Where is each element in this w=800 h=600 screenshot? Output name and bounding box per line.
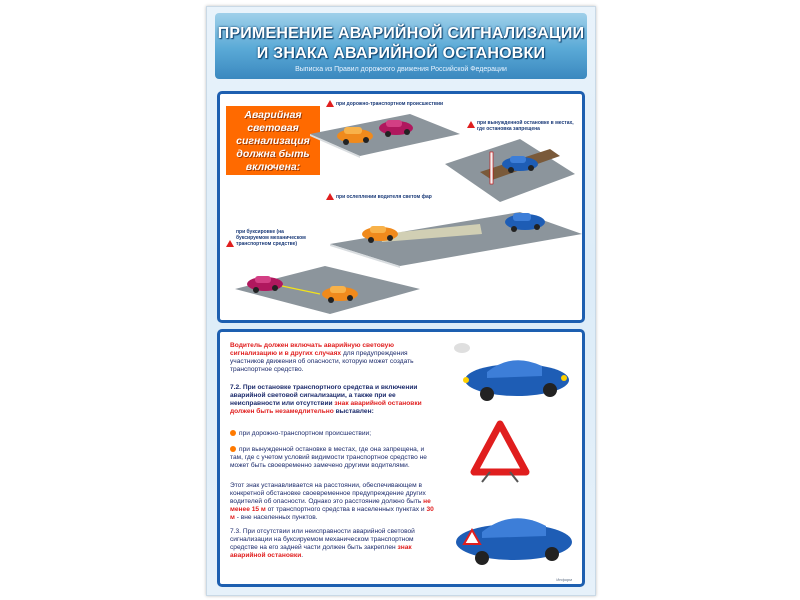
warning-triangle-icon <box>467 121 475 128</box>
rule-7-3-text: 7.3. При отсутствии или неисправности аварийной световой сигнализации на буксируемом механическом транспортном средстве на его задней части должен быть закреплен <box>230 528 415 551</box>
rule-7-3-end: . <box>301 552 304 559</box>
subtitle: Выписка из Правил дорожного движения Российской Федерации <box>295 66 507 73</box>
warning-triangle-icon <box>326 193 334 200</box>
title-line-1: ПРИМЕНЕНИЕ АВАРИЙНОЙ СИГНАЛИЗАЦИИ <box>217 25 585 42</box>
bullet-2-text: при вынужденной остановке в местах, где она запрещена, и там, где с учетом условий видимости транспортное средство не может быть своевременно замечено другими водителями. <box>230 446 427 469</box>
case-label-2: при вынужденной остановке в местах, где остановка запрещена <box>477 120 574 132</box>
rule-1-highlight: Водитель должен включать аварийную световую сигнализацию и в других случаях <box>230 342 394 357</box>
towed-blue-car <box>456 518 572 565</box>
rule-1-text: для предупреждения участников движения об опасности, которую может создать транспортное средство. <box>230 350 414 373</box>
warning-triangle-icon <box>326 100 334 107</box>
rule-paragraph-7-2 <box>230 384 438 416</box>
bullet-dot-icon <box>230 446 236 452</box>
rule-paragraph-7-3 <box>230 528 438 560</box>
right-illustrations <box>442 332 582 584</box>
case-label-1: при дорожно-транспортном происшествии <box>336 101 444 107</box>
rule-7-2-end: выставлен: <box>333 408 374 415</box>
distance-text: Этот знак устанавливается на расстоянии, обеспечивающем в конкретной обстановке своевременное предупреждение других водителей об опасности. Однако это расстояние должно быть <box>230 482 426 505</box>
rule-paragraph-distance <box>230 482 438 522</box>
illustration-panel <box>217 91 585 323</box>
case-label-3: при ослеплении водителя светом фар <box>336 194 432 200</box>
broken-blue-car <box>454 343 569 401</box>
bullet-1 <box>230 430 438 438</box>
lead-box: Аварийная световая сигнализация должна быть включена: <box>226 106 320 175</box>
warning-triangle-icon <box>226 240 234 247</box>
bullet-2 <box>230 446 438 470</box>
rule-paragraph-1 <box>230 342 438 374</box>
case-label-4: при буксировке (на буксируемом механическом транспортном средстве) <box>236 229 306 247</box>
rules-panel <box>217 329 585 587</box>
title-line-2: И ЗНАКА АВАРИЙНОЙ ОСТАНОВКИ <box>256 45 546 62</box>
rule-7-2-text: 7.2. При остановке транспортного средства и включении аварийной световой сигнализации, а также при ее неисправности или отсутствии <box>230 384 418 407</box>
distance-30m: 30 м <box>230 506 434 521</box>
distance-15m: не менее 15 м <box>230 498 431 513</box>
poster-header <box>215 13 587 79</box>
emergency-stop-sign-icon <box>474 424 526 482</box>
rule-7-2-highlight: знак аварийной остановки должен быть незамедлительно <box>230 400 422 415</box>
distance-mid: от транспортного средства в населенных пунктах и <box>265 506 427 513</box>
rule-7-3-highlight: знак аварийной остановки <box>230 544 412 559</box>
poster <box>206 6 596 596</box>
distance-end: - вне населенных пунктов. <box>234 514 318 521</box>
bullet-1-text: при дорожно-транспортном происшествии; <box>239 430 372 437</box>
bullet-dot-icon <box>230 430 236 436</box>
publisher-tag: Информ <box>556 577 572 582</box>
